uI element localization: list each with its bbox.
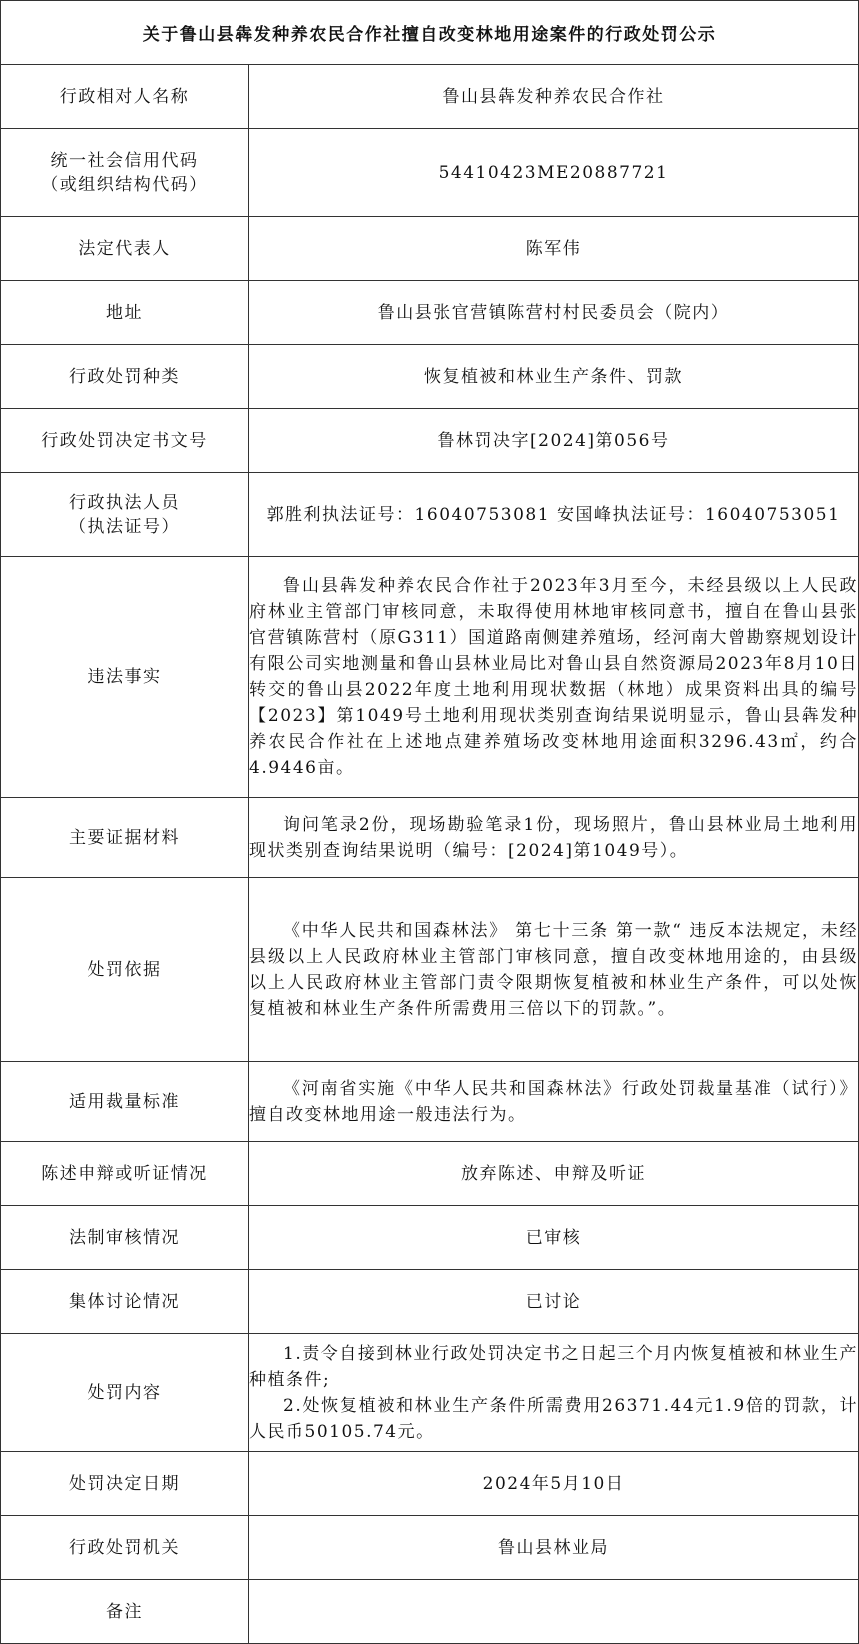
row-label: 处罚内容 [1, 1334, 249, 1452]
row-label: 行政处罚种类 [1, 345, 249, 409]
row-value [249, 1334, 859, 1452]
row-value [249, 798, 859, 878]
row-value: 54410423ME20887721 [249, 129, 859, 217]
row-label: 行政处罚决定书文号 [1, 409, 249, 473]
row-label-line: （执法证号） [69, 516, 180, 537]
row-label [1, 473, 249, 557]
table-row [1, 345, 859, 409]
notice-title: 关于鲁山县犇发种养农民合作社擅自改变林地用途案件的行政处罚公示 [1, 1, 859, 65]
row-label: 行政相对人名称 [1, 65, 249, 129]
row-value [249, 1580, 859, 1644]
table-row [1, 1270, 859, 1334]
row-label: 备注 [1, 1580, 249, 1644]
paragraph: 询问笔录2份，现场勘验笔录1份，现场照片，鲁山县林业局土地利用现状类别查询结果说明（编号：[2024]第1049号）。 [249, 814, 858, 861]
row-label: 适用裁量标准 [1, 1062, 249, 1142]
table-row [1, 878, 859, 1062]
row-value: 放弃陈述、申辩及听证 [249, 1142, 859, 1206]
table-row [1, 129, 859, 217]
row-value: 2024年5月10日 [249, 1452, 859, 1516]
paragraph: 鲁山县犇发种养农民合作社于2023年3月至今，未经县级以上人民政府林业主管部门审核同意，未取得使用林地审核同意书，擅自在鲁山县张官营镇陈营村（原G311）国道路南侧建养殖场，经河南大曾勘察规划设计有限公司实地测量和鲁山县林业局比对鲁山县自然资源局2023年8月10日转交的鲁山县2022年度土地利用现状数据（林地）成果资料出具的编号【2023】第1049号土地利用现状类别查询结果说明显示，鲁山县犇发种养农民合作社在上述地点建养殖场改变林地用途面积3296.43㎡，约合4.9446亩。 [249, 576, 858, 778]
table-row [1, 1142, 859, 1206]
table-row [1, 1062, 859, 1142]
row-value: 鲁山县林业局 [249, 1516, 859, 1580]
table-row [1, 1516, 859, 1580]
row-label-line: 行政执法人员 [69, 492, 180, 513]
row-label: 行政处罚机关 [1, 1516, 249, 1580]
row-label-line: 统一社会信用代码 [50, 150, 199, 171]
table-row [1, 281, 859, 345]
row-label: 陈述申辩或听证情况 [1, 1142, 249, 1206]
row-label-line: （或组织结构代码） [41, 174, 208, 195]
row-value: 已讨论 [249, 1270, 859, 1334]
row-value: 已审核 [249, 1206, 859, 1270]
row-label: 违法事实 [1, 557, 249, 798]
row-label: 集体讨论情况 [1, 1270, 249, 1334]
row-value: 陈军伟 [249, 217, 859, 281]
row-label [1, 129, 249, 217]
row-label: 法定代表人 [1, 217, 249, 281]
table-row [1, 1334, 859, 1452]
table-row [1, 557, 859, 798]
paragraph: 《河南省实施《中华人民共和国森林法》行政处罚裁量基准（试行）》擅自改变林地用途一般违法行为。 [249, 1078, 858, 1125]
row-value: 郭胜利执法证号：16040753081 安国峰执法证号：16040753051 [249, 473, 859, 557]
row-value: 鲁山县犇发种养农民合作社 [249, 65, 859, 129]
paragraph: 1.责令自接到林业行政处罚决定书之日起三个月内恢复植被和林业生产种植条件; [249, 1343, 858, 1390]
row-label: 法制审核情况 [1, 1206, 249, 1270]
table-row [1, 1206, 859, 1270]
row-label: 处罚决定日期 [1, 1452, 249, 1516]
row-label: 地址 [1, 281, 249, 345]
paragraph: 2.处恢复植被和林业生产条件所需费用26371.44元1.9倍的罚款，计人民币50105.74元。 [249, 1395, 858, 1442]
title-row [1, 1, 859, 65]
table-row [1, 798, 859, 878]
table-row [1, 473, 859, 557]
row-value [249, 1062, 859, 1142]
row-value [249, 557, 859, 798]
row-value: 鲁山县张官营镇陈营村村民委员会（院内） [249, 281, 859, 345]
row-value: 鲁林罚决字[2024]第056号 [249, 409, 859, 473]
table-row [1, 1452, 859, 1516]
table-row [1, 217, 859, 281]
row-value [249, 878, 859, 1062]
row-label: 处罚依据 [1, 878, 249, 1062]
table-row [1, 65, 859, 129]
row-label: 主要证据材料 [1, 798, 249, 878]
table-row [1, 1580, 859, 1644]
row-value: 恢复植被和林业生产条件、罚款 [249, 345, 859, 409]
paragraph: 《中华人民共和国森林法》 第七十三条 第一款“ 违反本法规定，未经县级以上人民政府林业主管部门审核同意，擅自改变林地用途的，由县级以上人民政府林业主管部门责令限期恢复植被和林业生产条件，可以处恢复植被和林业生产条件所需费用三倍以下的罚款。”。 [249, 920, 858, 1019]
table-row [1, 409, 859, 473]
